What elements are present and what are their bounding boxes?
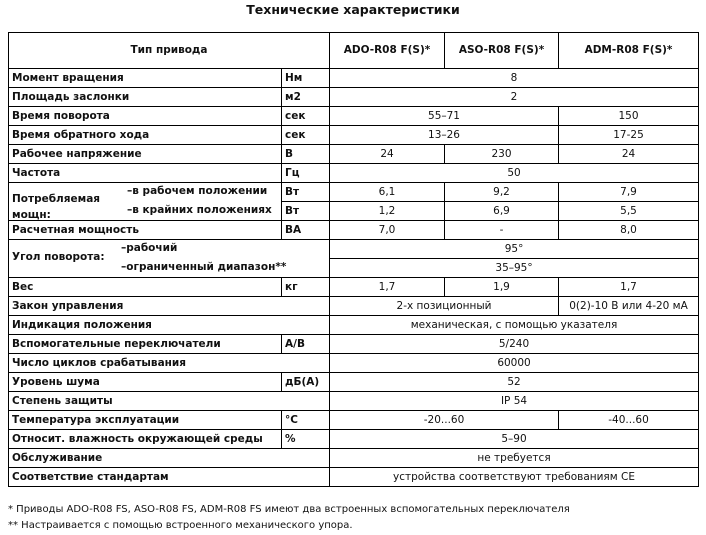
row-label: Уровень шума [9, 373, 282, 392]
page-title: Технические характеристики [246, 2, 460, 17]
row-value: 60000 [330, 354, 699, 373]
table-row [9, 126, 699, 145]
header-model-adm: ADM-R08 F(S)* [559, 33, 699, 69]
row-unit: м2 [282, 88, 330, 107]
row-value: не требуется [330, 449, 699, 468]
table-row [9, 392, 699, 411]
table-row [9, 240, 699, 259]
angle-working-label: –рабочий [121, 242, 178, 254]
row-unit: сек [282, 126, 330, 145]
table-row [9, 88, 699, 107]
row-value: 17-25 [559, 126, 699, 145]
row-value: 5/240 [330, 335, 699, 354]
table-row [9, 69, 699, 88]
row-value: -40...60 [559, 411, 699, 430]
footnote: * Приводы ADO-R08 FS, ASO-R08 FS, ADM-R08 FS имеют два встроенных вспомогательных переключателя [8, 504, 570, 515]
row-label: Момент вращения [9, 69, 282, 88]
specs-table [8, 32, 699, 487]
row-value: 24 [330, 145, 445, 164]
header-drive-type: Тип привода [9, 33, 330, 69]
footnotes [8, 502, 570, 534]
angle-limited-label: –ограниченный диапазон** [121, 260, 287, 273]
row-value: 230 [445, 145, 559, 164]
table-row [9, 297, 699, 316]
table-row [9, 354, 699, 373]
row-label: Время поворота [9, 107, 282, 126]
row-value: 0(2)-10 В или 4-20 мА [559, 297, 699, 316]
power-working-label: –в рабочем положении [127, 185, 268, 197]
row-value: 2-х позиционный [330, 297, 559, 316]
row-unit: Вт [282, 183, 330, 202]
row-label: Относит. влажность окружающей среды [9, 430, 282, 449]
row-value: 2 [330, 88, 699, 107]
row-value: 1,2 [330, 202, 445, 221]
row-unit: кг [282, 278, 330, 297]
table-row [9, 278, 699, 297]
row-value: 13–26 [330, 126, 559, 145]
row-unit: Нм [282, 69, 330, 88]
row-value: 95° [330, 240, 699, 259]
row-unit: Гц [282, 164, 330, 183]
row-label-angle [9, 240, 330, 263]
table-row [9, 430, 699, 449]
table-row [9, 316, 699, 335]
row-label: Частота [9, 164, 282, 183]
row-label: Вспомогательные переключатели [9, 335, 282, 354]
row-value: 5,5 [559, 202, 699, 221]
row-value: 1,7 [330, 278, 445, 297]
row-label: Обслуживание [9, 449, 330, 468]
row-label: Рабочее напряжение [9, 145, 282, 164]
row-label-angle-limited [9, 259, 330, 278]
row-value: 7,0 [330, 221, 445, 240]
row-value: механическая, с помощью указателя [330, 316, 699, 335]
row-value: 50 [330, 164, 699, 183]
row-value: 24 [559, 145, 699, 164]
table-row [9, 411, 699, 430]
row-unit: дБ(А) [282, 373, 330, 392]
row-unit: сек [282, 107, 330, 126]
table-row [9, 468, 699, 487]
row-value: 150 [559, 107, 699, 126]
row-value: 1,7 [559, 278, 699, 297]
row-value: 6,9 [445, 202, 559, 221]
row-unit: В [282, 145, 330, 164]
row-value: устройства соответствуют требованиям CE [330, 468, 699, 487]
row-value: 8 [330, 69, 699, 88]
header-model-aso: ASO-R08 F(S)* [445, 33, 559, 69]
footnote: ** Настраивается с помощью встроенного механического упора. [8, 520, 353, 531]
row-label-power-extreme [9, 202, 282, 221]
table-row [9, 221, 699, 240]
table-row [9, 164, 699, 183]
row-label: Время обратного хода [9, 126, 282, 145]
row-value: 9,2 [445, 183, 559, 202]
row-label: Вес [9, 278, 282, 297]
row-value: -20...60 [330, 411, 559, 430]
row-value: 35–95° [330, 259, 699, 278]
table-row [9, 373, 699, 392]
table-row [9, 449, 699, 468]
row-unit: Вт [282, 202, 330, 221]
row-value: 52 [330, 373, 699, 392]
row-label: Закон управления [9, 297, 330, 316]
row-value: 1,9 [445, 278, 559, 297]
row-label: Индикация положения [9, 316, 330, 335]
angle-label: Угол поворота: [12, 251, 105, 263]
row-value: 6,1 [330, 183, 445, 202]
power-label: Потребляемая мощн: [12, 193, 101, 221]
table-row [9, 145, 699, 164]
table-row [9, 202, 699, 221]
row-label: Площадь заслонки [9, 88, 282, 107]
row-value: - [445, 221, 559, 240]
row-label: Расчетная мощность [9, 221, 282, 240]
row-label: Степень защиты [9, 392, 330, 411]
table-header-row [9, 33, 699, 69]
row-value: 5–90 [330, 430, 699, 449]
row-value: 55–71 [330, 107, 559, 126]
row-unit: ВА [282, 221, 330, 240]
row-label: Соответствие стандартам [9, 468, 330, 487]
table-row [9, 183, 699, 202]
table-row [9, 259, 699, 278]
row-label: Температура эксплуатации [9, 411, 282, 430]
row-unit: А/В [282, 335, 330, 354]
table-row [9, 335, 699, 354]
row-value: IP 54 [330, 392, 699, 411]
power-extreme-label: –в крайних положениях [127, 203, 272, 216]
row-value: 8,0 [559, 221, 699, 240]
row-unit: °С [282, 411, 330, 430]
table-row [9, 107, 699, 126]
header-model-ado: ADO-R08 F(S)* [330, 33, 445, 69]
row-unit: % [282, 430, 330, 449]
row-value: 7,9 [559, 183, 699, 202]
row-label: Число циклов срабатывания [9, 354, 330, 373]
